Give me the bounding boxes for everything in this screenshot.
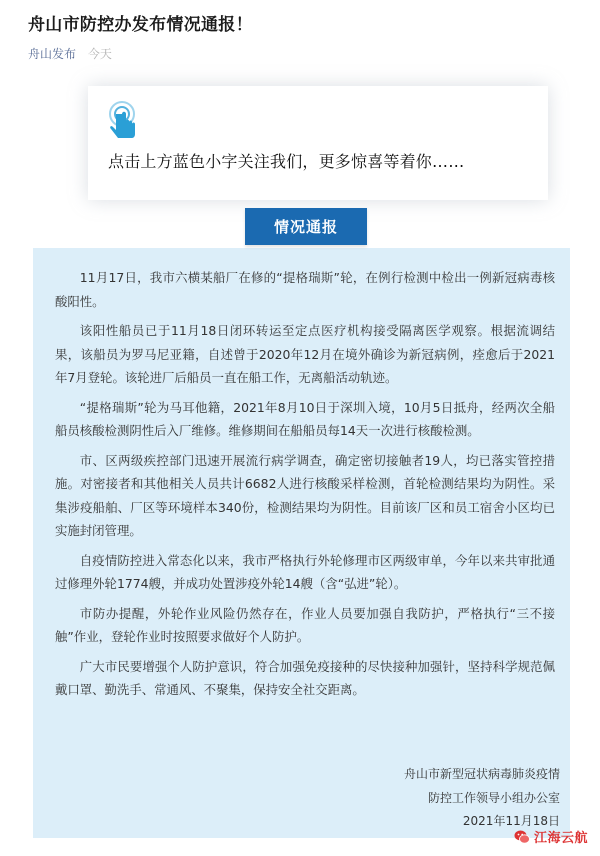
publish-date: 今天 xyxy=(87,47,112,61)
tap-hand-icon xyxy=(108,100,148,144)
author-link[interactable]: 舟山发布 xyxy=(28,47,77,61)
signature-org-line2: 防控工作领导小组办公室 xyxy=(427,790,560,805)
signature-date: 2021年11月18日 xyxy=(462,814,560,828)
article-title: 舟山市防控办发布情况通报！ xyxy=(28,15,253,35)
notice-paragraph-7: 广大市民要增强个人防护意识，符合加强免疫接种的尽快接种加强针，坚持科学规范佩戴口罩、勤洗手、常通风、不聚集，保持安全社交距离。 xyxy=(55,658,555,697)
notice-paragraph-6: 市防办提醒，外轮作业风险仍然存在，作业人员要加强自我防护，严格执行“三不接触”作业，登轮作业时按照要求做好个人防护。 xyxy=(55,605,555,644)
notice-header: 情况通报 xyxy=(245,208,367,245)
notice-body xyxy=(55,266,555,708)
signature-block xyxy=(320,763,560,834)
wechat-logo-icon xyxy=(514,829,530,845)
notice-paragraph-2: 该阳性船员已于11月18日闭环转运至定点医疗机构接受隔离医学观察。根据流调结果，该船员为罗马尼亚籍，自述曾于2020年12月在境外确诊为新冠病例，痊愈后于2021年7月登轮。该轮进厂后船员一直在船工作，无离船活动轨迹。 xyxy=(55,323,555,385)
notice-paragraph-3: “提格瑞斯”轮为马耳他籍，2021年8月10日于深圳入境，10月5日抵舟，经两次全船船员核酸检测阴性后入厂维修。维修期间在船船员每14天一次进行核酸检测。 xyxy=(55,399,555,438)
notice-paragraph-5: 自疫情防控进入常态化以来，我市严格执行外轮修理市区两级审单，今年以来共审批通过修理外轮1774艘，并成功处置涉疫外轮14艘（含“弘进”轮）。 xyxy=(55,552,555,591)
signature-org-line1: 舟山市新型冠状病毒肺炎疫情 xyxy=(403,767,560,781)
follow-banner xyxy=(88,86,548,200)
watermark xyxy=(514,827,588,846)
notice-paragraph-4: 市、区两级疾控部门迅速开展流行病学调查，确定密切接触者19人，均已落实管控措施。对密接者和其他相关人员共计6682人进行核酸采样检测，首轮检测结果均为阴性。采集涉疫船舶、厂区等环境样本340份，检测结果均为阴性。目前该厂区和员工宿舍小区均已实施封闭管理。 xyxy=(55,452,555,538)
follow-prompt-text: 点击上方蓝色小字关注我们，更多惊喜等着你…… xyxy=(108,152,465,171)
watermark-text: 江海云航 xyxy=(533,831,588,846)
notice-paragraph-1: 11月17日，我市六横某船厂在修的“提格瑞斯”轮，在例行检测中检出一例新冠病毒核酸阳性。 xyxy=(55,270,555,309)
article-meta xyxy=(28,45,112,62)
